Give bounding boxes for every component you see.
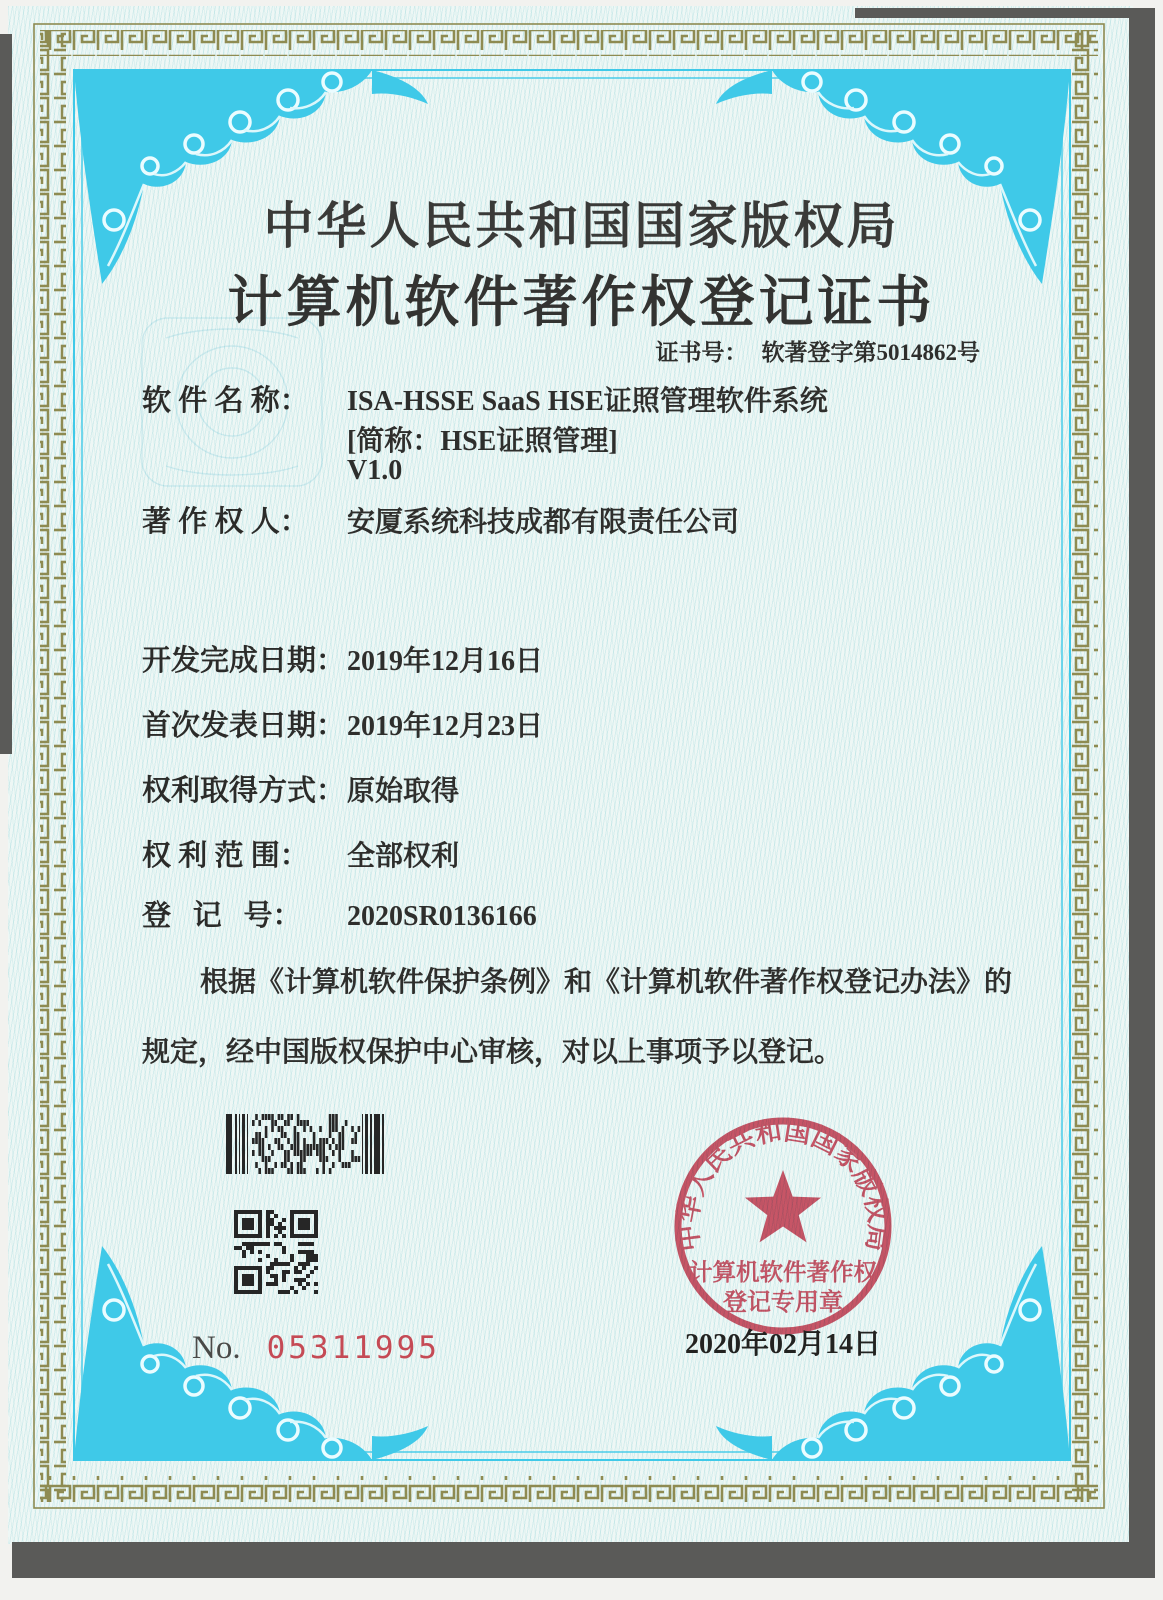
serial-prefix: No. <box>192 1330 241 1366</box>
field-value: [简称：HSE证照管理] <box>347 426 618 457</box>
seal-star <box>745 1170 821 1242</box>
field-value: 全部权利 <box>347 841 460 872</box>
field-label: 著 作 权 人： <box>142 506 309 538</box>
field-software-version <box>142 455 402 487</box>
certificate-number-value: 软著登字第5014862号 <box>761 340 980 365</box>
field-registration-number <box>142 893 537 934</box>
official-seal <box>663 1106 903 1346</box>
field-copyright-owner <box>142 499 739 540</box>
certificate-number-label: 证书号： <box>655 340 748 365</box>
field-value: ISA-HSSE SaaS HSE证照管理软件系统 <box>347 386 828 417</box>
certificate-title: 计算机软件著作权登记证书 <box>227 272 936 333</box>
scan-edge-bottom <box>12 1542 1155 1578</box>
barcode <box>226 1114 386 1174</box>
scan-edge-top <box>855 8 1155 18</box>
greek-key-bottom <box>40 1476 1098 1502</box>
statement-line-1: 根据《计算机软件保护条例》和《计算机软件著作权登记办法》的 <box>200 967 1013 998</box>
field-first-publish-date <box>142 703 543 744</box>
serial-number: 05311995 <box>266 1330 440 1366</box>
field-value: 原始取得 <box>347 776 460 807</box>
field-value: 2019年12月16日 <box>347 646 544 677</box>
field-label: 软 件 名 称： <box>142 385 309 417</box>
field-label: 开发完成日期： <box>142 645 346 677</box>
statement-line-2: 规定，经中国版权保护中心审核，对以上事项予以登记。 <box>142 1037 843 1068</box>
field-software-name <box>142 378 828 419</box>
authority-title: 中华人民共和国国家版权局 <box>263 198 900 254</box>
field-label: 权 利 范 围： <box>142 840 309 872</box>
greek-key-top <box>40 30 1098 56</box>
field-label: 登 记 号： <box>142 900 302 932</box>
registration-statement <box>142 948 1022 1088</box>
field-rights-scope <box>142 833 459 874</box>
field-value: 安厦系统科技成都有限责任公司 <box>347 507 740 538</box>
scan-edge-left <box>0 34 12 754</box>
field-value: 2019年12月23日 <box>347 711 544 742</box>
seal-text-line2: 登记专用章 <box>723 1290 843 1316</box>
seal-ring-text: 中华人民共和国国家版权局 <box>672 1115 894 1254</box>
qr-code <box>234 1210 318 1294</box>
certificate-number-line <box>656 334 981 367</box>
field-label: 首次发表日期： <box>142 710 346 742</box>
field-value: 2020SR0136166 <box>347 901 537 932</box>
serial-number-line <box>192 1330 440 1367</box>
field-label: 权利取得方式： <box>142 775 346 807</box>
issue-date: 2020年02月14日 <box>684 1329 881 1360</box>
field-rights-acquisition <box>142 768 459 809</box>
field-software-shortname <box>142 419 618 459</box>
field-value: V1.0 <box>347 455 403 486</box>
field-dev-complete-date <box>142 638 543 679</box>
seal-text-line1: 计算机软件著作权 <box>689 1260 877 1286</box>
